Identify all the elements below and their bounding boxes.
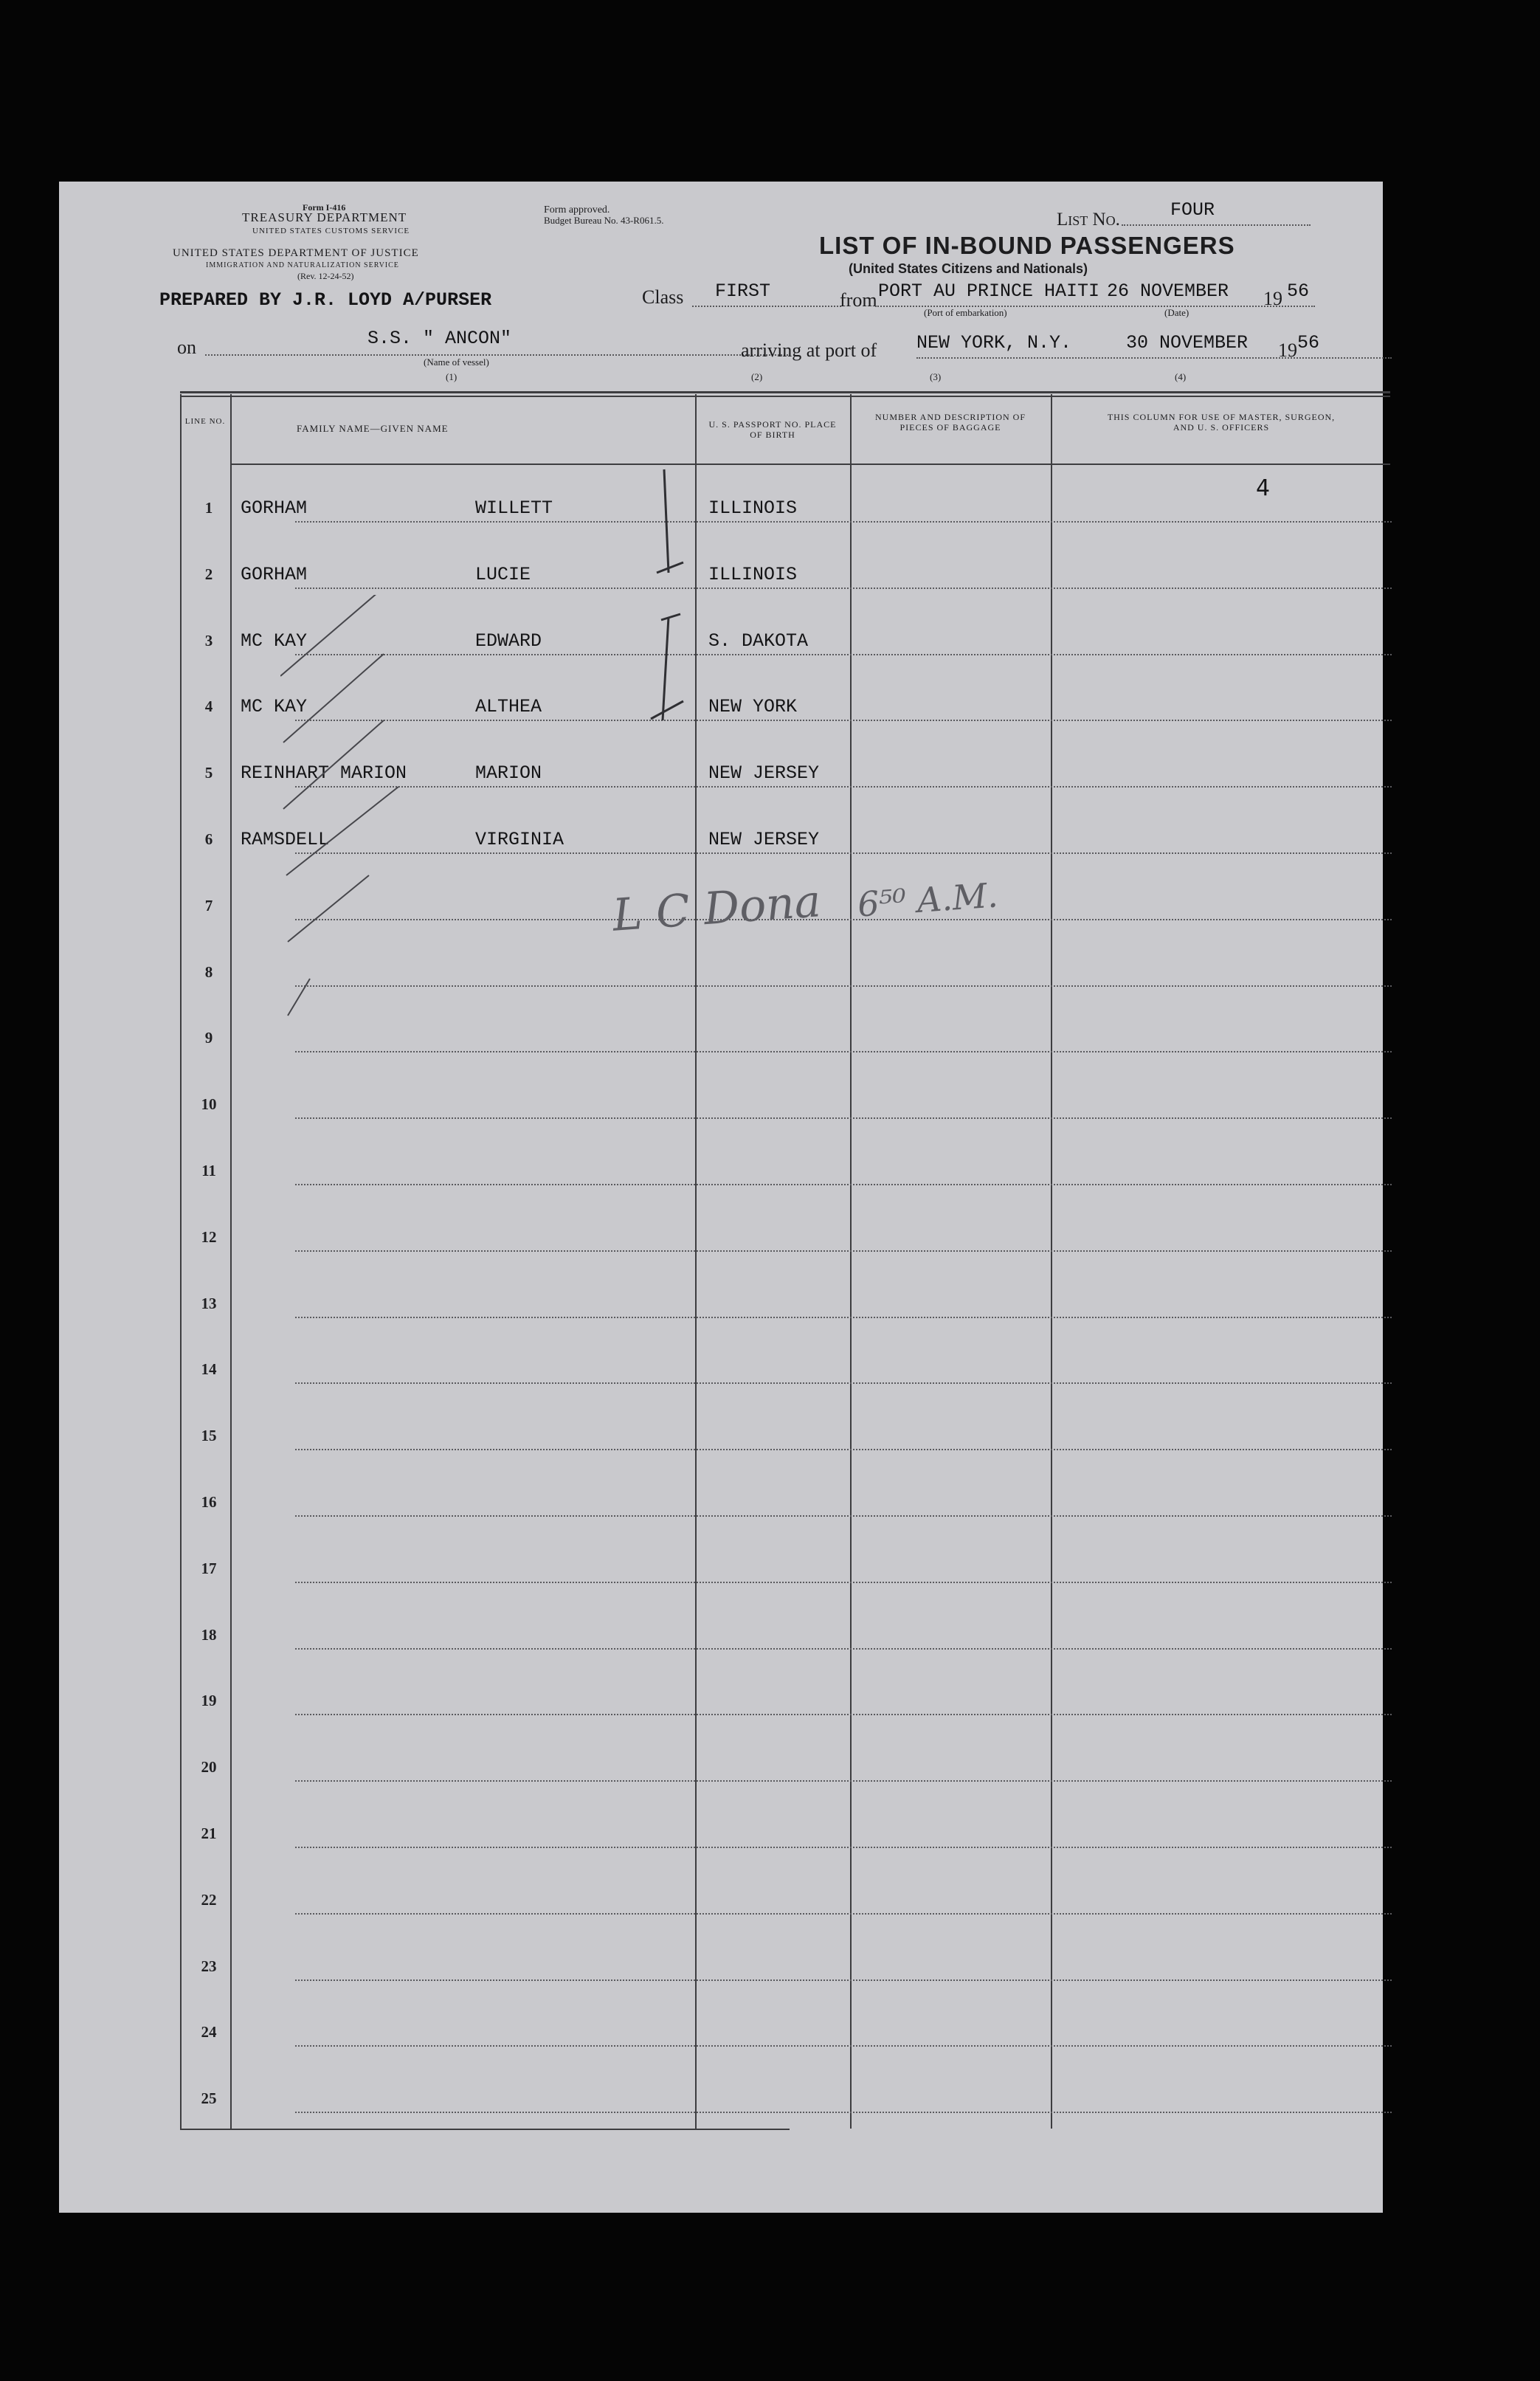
row-rule [295,2045,1392,2047]
line-number: 5 [204,764,213,782]
row-rule [295,1847,1392,1848]
row-rule [295,1515,1392,1517]
year-1: 56 [1287,280,1310,302]
ref-3: (3) [930,371,942,382]
customs-service: UNITED STATES CUSTOMS SERVICE [252,227,410,235]
year-prefix-1: 19 [1263,288,1282,309]
line-number: 15 [201,1427,217,1444]
table-bottom-rule [180,2129,790,2130]
embarkation-port: PORT AU PRINCE HAITI [878,280,1100,302]
revision-date: (Rev. 12-24-52) [297,271,354,281]
officer-note: 4 [1256,475,1271,501]
line-number: 17 [201,1560,217,1577]
document-subtitle: (United States Citizens and Nationals) [849,261,1088,276]
row-rule [295,1449,1392,1450]
table-left-border [180,394,182,2129]
family-name: MC KAY [241,630,308,652]
line-number: 9 [204,1029,213,1047]
row-rule [295,588,1392,589]
class-line [692,306,841,307]
row-rule [295,1117,1392,1119]
date-caption: (Date) [1164,307,1189,318]
row-rule [295,521,1392,523]
line-number: 24 [201,2023,217,2041]
document-title: LIST OF IN-BOUND PASSENGERS [819,232,1235,259]
line-number: 23 [201,1957,217,1975]
treasury-dept: TREASURY DEPARTMENT [242,210,407,224]
manifest-page [59,182,1383,2213]
family-name: RAMSDELL [241,829,330,850]
ref-2: (2) [751,371,763,382]
check-stroke [288,979,310,1016]
prepared-by: PREPARED BY J.R. LOYD A/PURSER [159,289,492,311]
line-number: 7 [204,897,213,914]
place-of-birth: ILLINOIS [708,564,798,585]
arrival-port: NEW YORK, N.Y. [916,332,1072,354]
line-no-divider [230,394,232,2129]
class-label: Class [642,286,684,308]
row-rule [295,1582,1392,1583]
list-no-value: FOUR [1170,199,1215,221]
ref-1: (1) [446,371,457,382]
header-officers: THIS COLUMN FOR USE OF MASTER, SURGEON, AND U. S. OFFICERS [1107,412,1336,433]
line-number: 10 [201,1095,217,1113]
family-name: REINHART MARION [241,762,407,784]
ins-service: IMMIGRATION AND NATURALIZATION SERVICE [206,261,399,269]
on-label: on [177,337,196,358]
line-number: 8 [204,963,213,981]
class-value: FIRST [715,280,771,302]
row-rule [295,1184,1392,1185]
line-number: 14 [201,1360,217,1378]
line-number: 16 [201,1493,217,1511]
vessel-caption: (Name of vessel) [424,356,489,368]
family-name: MC KAY [241,696,308,717]
line-number: 1 [204,499,213,517]
line-number: 3 [204,632,213,649]
header-bottom-rule [230,464,1390,465]
line-number: 6 [204,830,213,848]
budget-bureau: Budget Bureau No. 43-R061.5. [544,215,664,226]
check-stroke [288,875,369,942]
check-marks [280,595,472,1052]
row-rule [295,1714,1392,1715]
ref-4: (4) [1175,371,1187,382]
from-label: from [840,289,877,311]
header-passport: U. S. PASSPORT NO. PLACE OF BIRTH [708,419,837,440]
line-number: 25 [201,2089,217,2107]
header-name: FAMILY NAME—GIVEN NAME [297,423,449,434]
handwritten-signature: L C Dona [610,875,823,942]
bracket-marks [635,462,701,728]
year-2: 56 [1297,332,1320,354]
line-number: 21 [201,1824,217,1842]
line-number: 11 [201,1162,216,1179]
embarkation-date: 26 NOVEMBER [1107,280,1229,302]
header-baggage: NUMBER AND DESCRIPTION OF PIECES OF BAGGAGE [874,412,1026,433]
line-number: 12 [201,1228,217,1246]
row-rule [295,1250,1392,1252]
list-no-label: List No. [1057,210,1120,230]
form-approved: Form approved. [544,204,610,216]
arrival-line [916,357,1392,359]
line-number: 22 [201,1891,217,1909]
justice-dept: UNITED STATES DEPARTMENT OF JUSTICE [173,247,419,259]
check-stroke [283,654,384,742]
given-name: VIRGINIA [475,829,564,850]
line-number: 4 [204,697,213,715]
place-of-birth: S. DAKOTA [708,630,809,652]
given-name: EDWARD [475,630,542,652]
arriving-label: arriving at port of [741,340,877,361]
family-name: GORHAM [241,564,308,585]
place-of-birth: ILLINOIS [708,497,798,519]
check-stroke [280,595,384,676]
row-rule [295,2112,1392,2113]
given-name: MARION [475,762,542,784]
row-rule [295,1648,1392,1650]
line-number: 2 [204,565,213,583]
given-name: WILLETT [475,497,553,519]
given-name: LUCIE [475,564,531,585]
line-number: 19 [201,1692,217,1709]
table-top-rule-2 [180,396,1390,397]
vessel-line [205,354,788,356]
place-of-birth: NEW YORK [708,696,798,717]
check-stroke [283,720,384,809]
form-number: Form I-416 [303,202,346,213]
year-prefix-2: 19 [1278,340,1297,361]
place-of-birth: NEW JERSEY [708,762,820,784]
header-line-no: LINE NO. [184,417,226,426]
port-embarkation-caption: (Port of embarkation) [924,307,1007,318]
row-rule [295,1780,1392,1782]
arrival-date: 30 NOVEMBER [1126,332,1249,354]
table-top-rule [180,391,1390,393]
given-name: ALTHEA [475,696,542,717]
line-number: 13 [201,1295,217,1312]
place-of-birth: NEW JERSEY [708,829,820,850]
row-rule [295,1382,1392,1384]
line-number: 18 [201,1626,217,1644]
line-number: 20 [201,1758,217,1776]
vessel-name: S.S. " ANCON" [367,328,512,349]
list-no-line [1122,224,1311,226]
row-rule [295,1979,1392,1981]
check-stroke [286,787,398,875]
family-name: GORHAM [241,497,308,519]
row-rule [295,1913,1392,1915]
row-rule [295,1317,1392,1318]
handwritten-time: 6⁵⁰ A.M. [856,875,999,925]
